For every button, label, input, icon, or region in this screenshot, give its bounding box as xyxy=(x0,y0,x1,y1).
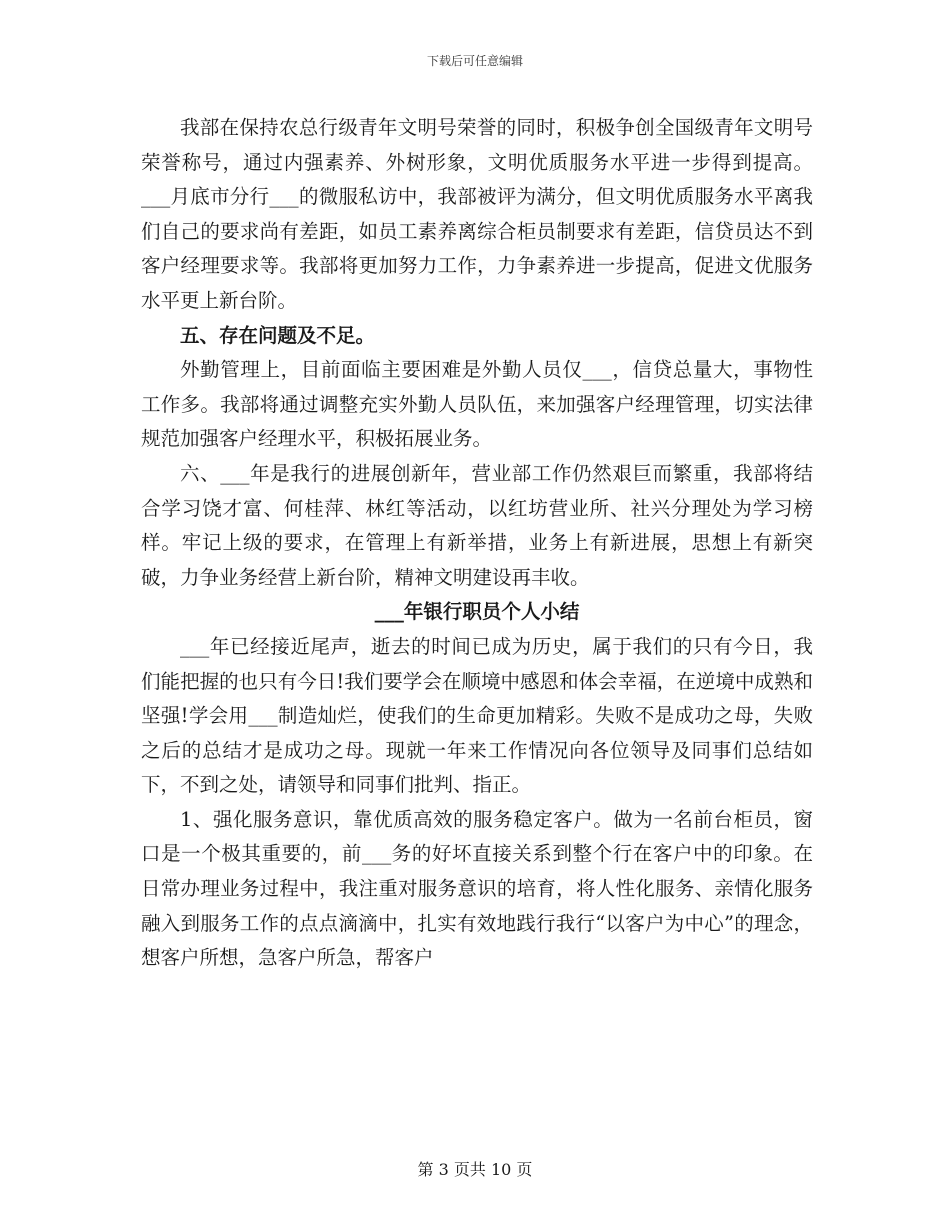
paragraph-service-awareness: 1、强化服务意识，靠优质高效的服务稳定客户。做为一名前台柜员，窗口是一个极其重要的，前___务的好坏直接关系到整个行在客户中的印象。在日常办理业务过程中，我注重对服务意识的培育，将人性化服务、亲情化服务融入到服务工作的点点滴滴中，扎实有效地践行我行“以客户为中心”的理念，想客户所想，急客户所急，帮客户 xyxy=(141,807,813,970)
section-heading-problems: 五、存在问题及不足。 xyxy=(180,323,376,347)
paragraph-civilization: 我部在保持农总行级青年文明号荣誉的同时，积极争创全国级青年文明号荣誉称号，通过内强素养、外树形象，文明优质服务水平进一步得到提高。___月底市分行___的微服私访中，我部被评为满分，但文明优质服务水平离我们自己的要求尚有差距，如员工素养离综合柜员制要求有差距，信贷员达不到客户经理要求等。我部将更加努力工作，力争素养进一步提高，促进文优服务水平更上新台阶。 xyxy=(141,116,813,312)
document-title: ___年银行职员个人小结 xyxy=(374,600,580,624)
page-number: 第 3 页共 10 页 xyxy=(417,1160,533,1179)
paragraph-intro: ___年已经接近尾声，逝去的时间已成为历史，属于我们的只有今日，我们能把握的也只有今日!我们要学会在顺境中感恩和体会幸福，在逆境中成熟和坚强!学会用___制造灿烂，使我们的生命更加精彩。失败不是成功之母，失败之后的总结才是成功之母。现就一年来工作情况向各位领导及同事们总结如下，不到之处，请领导和同事们批判、指正。 xyxy=(141,634,813,797)
document-body xyxy=(141,111,813,976)
page-header-note: 下载后可任意编辑 xyxy=(426,54,523,68)
paragraph-next-year: 六、___年是我行的进展创新年，营业部工作仍然艰巨而繁重，我部将结合学习饶才富、何桂萍、林红等活动，以红坊营业所、社兴分理处为学习榜样。牢记上级的要求，在管理上有新举措，业务上有新进展，思想上有新突破，力争业务经营上新台阶，精神文明建设再丰收。 xyxy=(141,461,813,589)
paragraph-field-management: 外勤管理上，目前面临主要困难是外勤人员仅___，信贷总量大，事物性工作多。我部将通过调整充实外勤人员队伍，来加强客户经理管理，切实法律规范加强客户经理水平，积极拓展业务。 xyxy=(141,358,813,451)
